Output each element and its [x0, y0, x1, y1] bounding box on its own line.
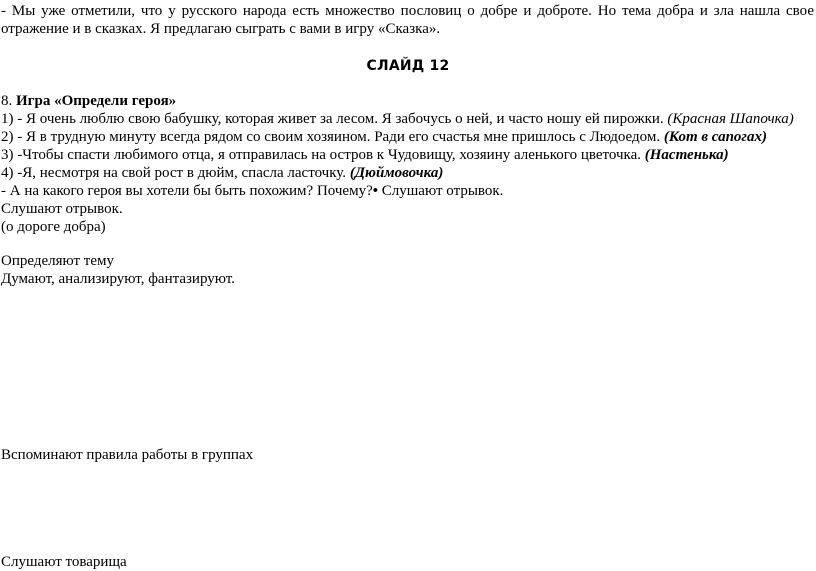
note-rules	[1, 446, 253, 464]
intro-text-1: - Мы уже отметили, что у русского народа есть множество пословиц о добре и доброте. Но тема добра и зла нашла свое	[1, 3, 814, 19]
riddle-3	[1, 146, 729, 164]
game-title: Игра «Определи героя»	[16, 93, 177, 109]
riddle-1	[1, 110, 794, 128]
question-after: Слушают отрывок.	[378, 183, 504, 199]
note-define	[1, 252, 114, 270]
note-classmates	[1, 553, 127, 571]
intro-line-1	[1, 2, 814, 20]
riddle-2-text: 2) - Я в трудную минуту всегда рядом со своим хозяином. Ради его счастья мне пришлось с Людоедом.	[1, 129, 664, 145]
bullet-icon: •	[372, 183, 379, 199]
intro-line-2	[1, 20, 440, 38]
note-think-text: Думают, анализируют, фантазируют.	[1, 271, 235, 287]
riddle-4	[1, 164, 443, 182]
note-listen	[1, 200, 123, 218]
riddle-1-fit	[1, 110, 794, 128]
riddle-4-text: 4) -Я, несмотря на свой рост в дюйм, спасла ласточку.	[1, 165, 350, 181]
game-number: 8.	[1, 93, 16, 109]
intro-text-2: отражение и в сказках. Я предлагаю сыграть с вами в игру «Сказка».	[1, 21, 441, 37]
note-road	[1, 218, 106, 236]
note-road-text: (о дороге добра)	[1, 219, 106, 235]
game-heading	[1, 92, 176, 110]
slide-title: СЛАЙД 12	[366, 58, 450, 74]
note-classmates-text: Слушают товарища	[1, 554, 127, 570]
note-define-text: Определяют тему	[1, 253, 115, 269]
note-think	[1, 270, 235, 288]
riddle-1-text: 1) - Я очень люблю свою бабушку, которая живет за лесом. Я забочусь о ней, и часто ношу ей пирожки.	[1, 111, 668, 127]
note-listen-text: Слушают отрывок.	[1, 201, 123, 217]
riddle-4-answer: (Дюймовочка)	[349, 165, 444, 181]
note-rules-text: Вспоминают правила работы в группах	[1, 447, 254, 463]
riddle-2-answer: (Кот в сапогах)	[663, 129, 767, 145]
question-text: - А на какого героя вы хотели бы быть похожим? Почему?	[1, 183, 373, 199]
riddle-3-text: 3) -Чтобы спасти любимого отца, я отправилась на остров к Чудовищу, хозяину аленького цветочка.	[1, 147, 645, 163]
riddle-3-answer: (Настенька)	[644, 147, 729, 163]
riddle-2	[1, 128, 767, 146]
question-line	[1, 182, 503, 200]
riddle-1-answer: (Красная Шапочка)	[667, 111, 794, 127]
